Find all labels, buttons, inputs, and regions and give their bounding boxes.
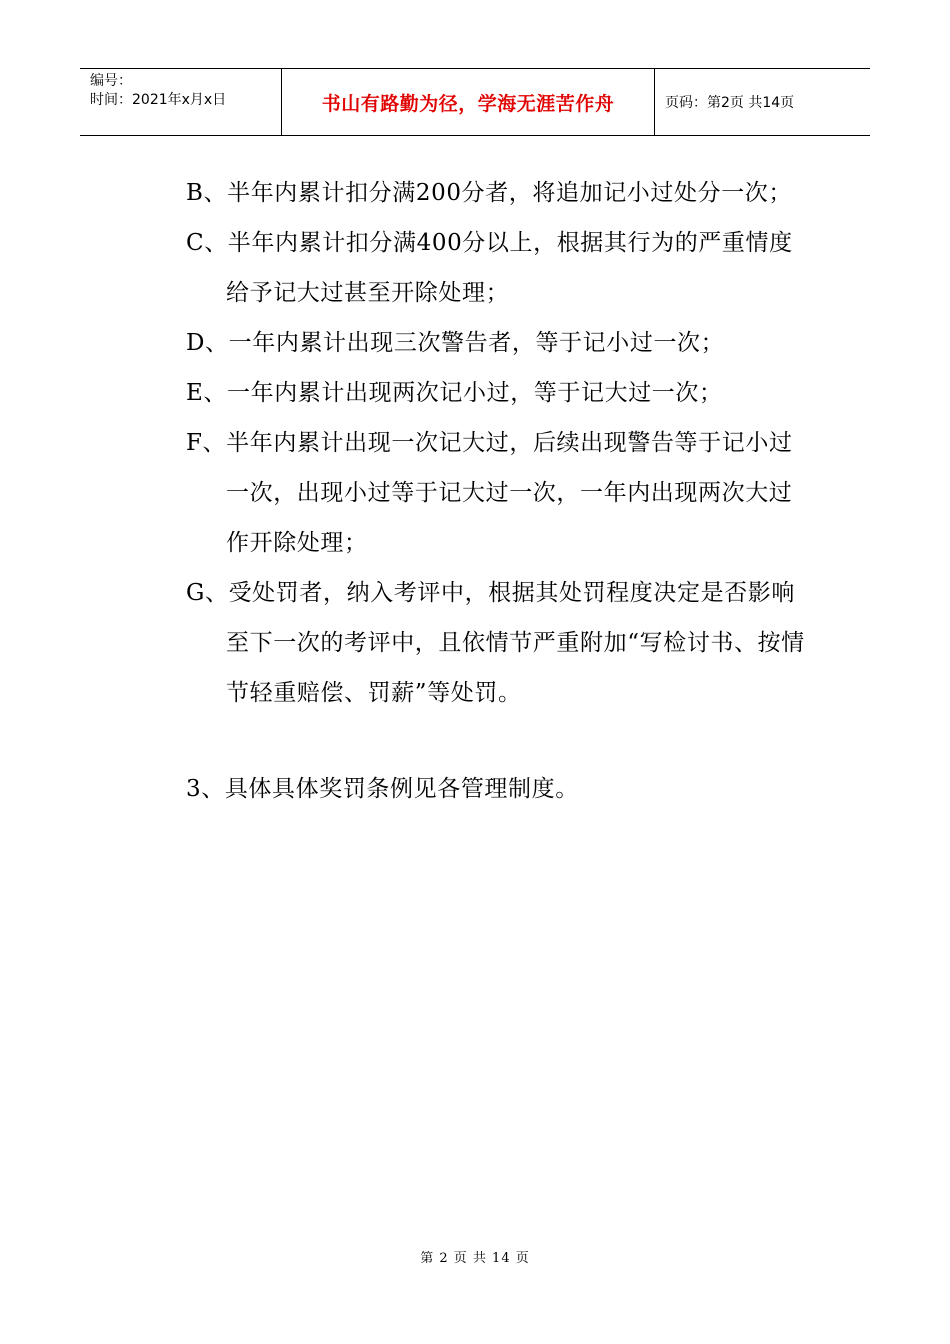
header-meta: [80, 69, 282, 135]
rule-item-b: B、半年内累计扣分满200分者，将追加记小过处分一次；: [186, 180, 793, 206]
rule-item-e: E、一年内累计出现两次记小过，等于记大过一次；: [186, 380, 723, 406]
document-time-label: 时间：2021年x月x日: [90, 92, 227, 108]
paragraph-gap: [186, 718, 810, 764]
document-number-label: 编号：: [90, 73, 132, 89]
rule-item-c: C、半年内累计扣分满400分以上，根据其行为的严重情度给予记大过甚至开除处理；: [186, 230, 793, 306]
page-footer: 第 2 页 共 14 页: [420, 1251, 530, 1266]
header-page-number: 页码：第2页 共14页: [665, 95, 795, 111]
section-item-3: 3、具体具体奖罚条例见各管理制度。: [186, 776, 579, 802]
rule-item-g: G、受处罚者，纳入考评中，根据其处罚程度决定是否影响至下一次的考评中，且依情节严重附加“写检讨书、按情节轻重赔偿、罚薪”等处罚。: [186, 580, 805, 706]
rule-item-d: D、一年内累计出现三次警告者，等于记小过一次；: [186, 330, 725, 356]
document-body: [186, 168, 810, 814]
header-motto: 书山有路勤为径，学海无涯苦作舟: [282, 69, 655, 135]
rule-item-f: F、半年内累计出现一次记大过，后续出现警告等于记小过一次，出现小过等于记大过一次，一年内出现两次大过作开除处理；: [186, 430, 793, 556]
page-header: [80, 68, 870, 136]
